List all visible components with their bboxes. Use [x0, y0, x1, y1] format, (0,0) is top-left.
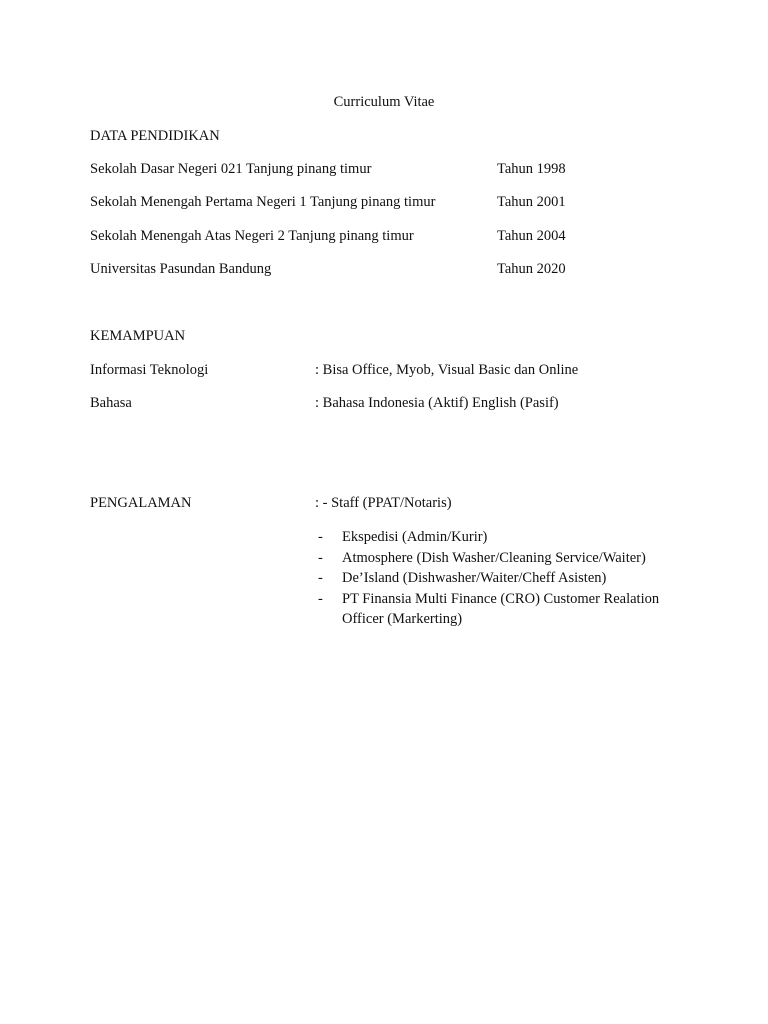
education-school: Sekolah Menengah Pertama Negeri 1 Tanjung pinang timur: [90, 194, 436, 210]
experience-list: [318, 527, 698, 630]
experience-item: [318, 527, 698, 548]
education-year: Tahun 2004: [497, 228, 566, 244]
experience-heading: PENGALAMAN: [90, 495, 192, 511]
experience-item: [318, 568, 698, 589]
bullet-dash: -: [318, 549, 323, 566]
experience-item: [318, 548, 698, 569]
experience-item-text: Atmosphere (Dish Washer/Cleaning Service/Waiter): [342, 549, 646, 566]
experience-item-text: Ekspedisi (Admin/Kurir): [342, 529, 488, 545]
education-school: Sekolah Menengah Atas Negeri 2 Tanjung pinang timur: [90, 228, 414, 244]
education-school: Universitas Pasundan Bandung: [90, 261, 272, 277]
page-title: Curriculum Vitae: [333, 94, 435, 110]
skill-value: : Bisa Office, Myob, Visual Basic dan Online: [315, 362, 579, 378]
bullet-dash: -: [318, 529, 323, 545]
experience-item: [318, 589, 698, 630]
skill-label: Bahasa: [90, 395, 132, 411]
education-year: Tahun 2020: [497, 261, 566, 277]
experience-item-text: PT Finansia Multi Finance (CRO) Customer Realation Officer (Markerting): [342, 590, 660, 627]
education-school: Sekolah Dasar Negeri 021 Tanjung pinang timur: [90, 161, 372, 177]
experience-item-text: De’Island (Dishwasher/Waiter/Cheff Asisten): [342, 570, 607, 586]
education-year: Tahun 1998: [497, 161, 566, 177]
bullet-dash: -: [318, 590, 323, 607]
education-year: Tahun 2001: [497, 194, 566, 210]
skills-heading: KEMAMPUAN: [90, 328, 186, 344]
skill-value: : Bahasa Indonesia (Aktif) English (Pasif): [315, 395, 559, 411]
skill-label: Informasi Teknologi: [90, 362, 209, 378]
bullet-dash: -: [318, 570, 323, 586]
education-heading: DATA PENDIDIKAN: [90, 128, 220, 144]
experience-first-item: : - Staff (PPAT/Notaris): [315, 495, 452, 511]
